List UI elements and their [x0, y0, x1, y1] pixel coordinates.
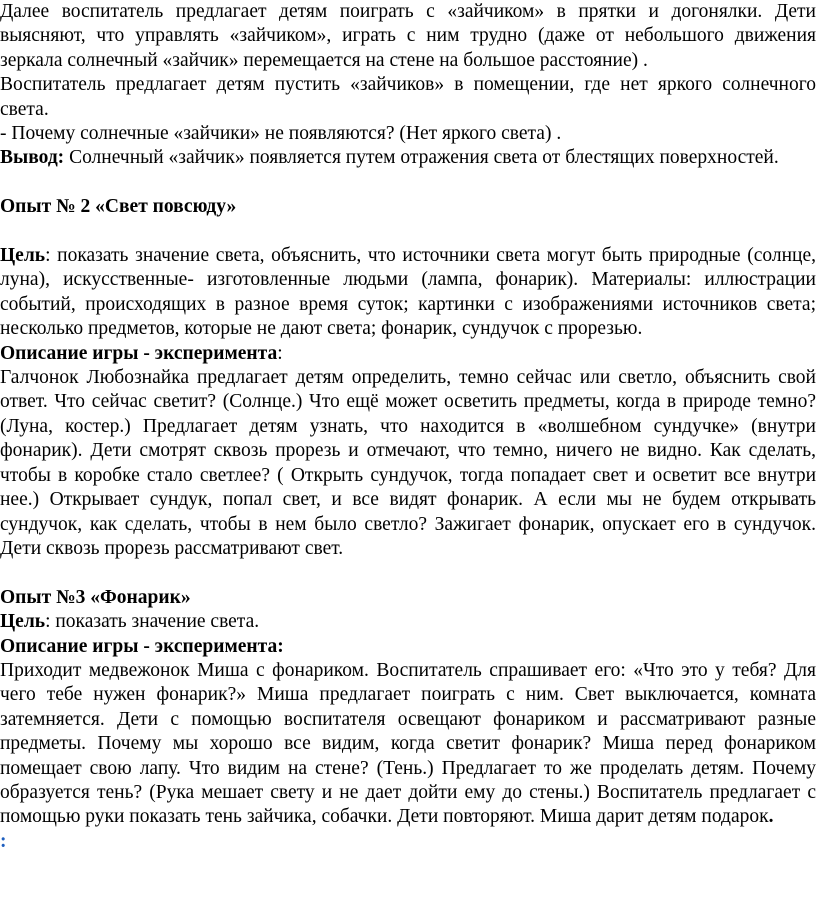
- experiment-3-description-heading: [0, 635, 816, 659]
- experiment-3-title-text: Опыт №3 «Фонарик»: [0, 586, 191, 608]
- spacer: [0, 220, 816, 244]
- conclusion-paragraph: [0, 146, 816, 170]
- description-label: Описание игры - эксперимента:: [0, 635, 284, 657]
- experiment-2-description-heading: [0, 342, 816, 366]
- experiment-2-goal: [0, 244, 816, 342]
- goal-label: Цель: [0, 611, 46, 633]
- conclusion-text: Солнечный «зайчик» появляется путем отражения света от блестящих поверхностей.: [64, 147, 779, 169]
- intro-paragraph-2: Воспитатель предлагает детям пустить «зайчиков» в помещении, где нет яркого солнечного света.: [0, 74, 816, 120]
- experiment-2-title: [0, 195, 816, 219]
- trailing-colon: :: [0, 830, 7, 852]
- intro-paragraph-1: Далее воспитатель предлагает детям поиграть с «зайчиком» в прятки и догонялки. Дети выясняют, что управлять «зайчиком», играть с ним трудно (даже от небольшого движения зеркала солнечный «зайчик» перемещается на стене на большое расстояние) .: [0, 1, 816, 71]
- spacer: [0, 561, 816, 585]
- experiment-3-goal: [0, 610, 816, 634]
- goal-label: Цель: [0, 245, 46, 267]
- goal-text: : показать значение света.: [45, 611, 260, 633]
- experiment-2-description: Галчонок Любознайка предлагает детям определить, темно сейчас или светло, объяснить свой ответ. Что сейчас светит? (Солнце.) Что ещё может осветить предметы, когда в природе темно? (Луна, костер.) Предлагает детям узнать, что находится в «волшебном сундучке» (внутри фонарик). Дети смотрят сквозь прорезь и отмечают, что темно, ничего не видно. Как сделать, чтобы в коробке стало светлее? ( Открыть сундучок, тогда попадает свет и осветит все внутри нее.) Открывает сундук, попал свет, и все видят фонарик. А если мы не будем открывать сундучок, как сделать, чтобы в нем было светло? Зажигает фонарик, опускает его в сундучок. Дети сквозь прорезь рассматривают свет.: [0, 367, 816, 559]
- description-label: Описание игры - эксперимента: [0, 342, 278, 364]
- experiment-2-title-text: Опыт № 2 «Свет повсюду»: [0, 196, 237, 218]
- trailing-mark: [0, 830, 816, 854]
- intro-paragraph-3: - Почему солнечные «зайчики» не появляются? (Нет яркого света) .: [0, 123, 562, 145]
- experiment-3-description: [0, 659, 816, 830]
- conclusion-label: Вывод:: [0, 147, 65, 169]
- end-dot: .: [768, 806, 774, 828]
- spacer: [0, 171, 816, 195]
- description-text: Приходит медвежонок Миша с фонариком. Воспитатель спрашивает его: «Что это у тебя? Для чего тебе нужен фонарик?» Миша предлагает поиграть с ним. Свет выключается, комната затемняется. Дети с помощью воспитателя освещают фонариком и рассматривают разные предметы. Почему мы хорошо все видим, когда светит фонарик? Миша перед фонариком помещает свою лапу. Что видим на стене? (Тень.) Предлагает то же проделать детям. Почему образуется тень? (Рука мешает свету и не дает дойти ему до стены.) Воспитатель предлагает с помощью руки показать тень зайчика, собачки. Дети повторяют. Миша дарит детям подарок: [0, 659, 816, 828]
- experiment-3-title: [0, 586, 816, 610]
- description-colon: :: [277, 342, 283, 364]
- goal-text: : показать значение света, объяснить, что источники света могут быть природные (солнце, луна), искусственные- изготовленные людьми (лампа, фонарик). Материалы: иллюстрации событий, происходящих в разное время суток; картинки с изображениями источников света; несколько предметов, которые не дают света; фонарик, сундучок с прорезью.: [0, 245, 816, 340]
